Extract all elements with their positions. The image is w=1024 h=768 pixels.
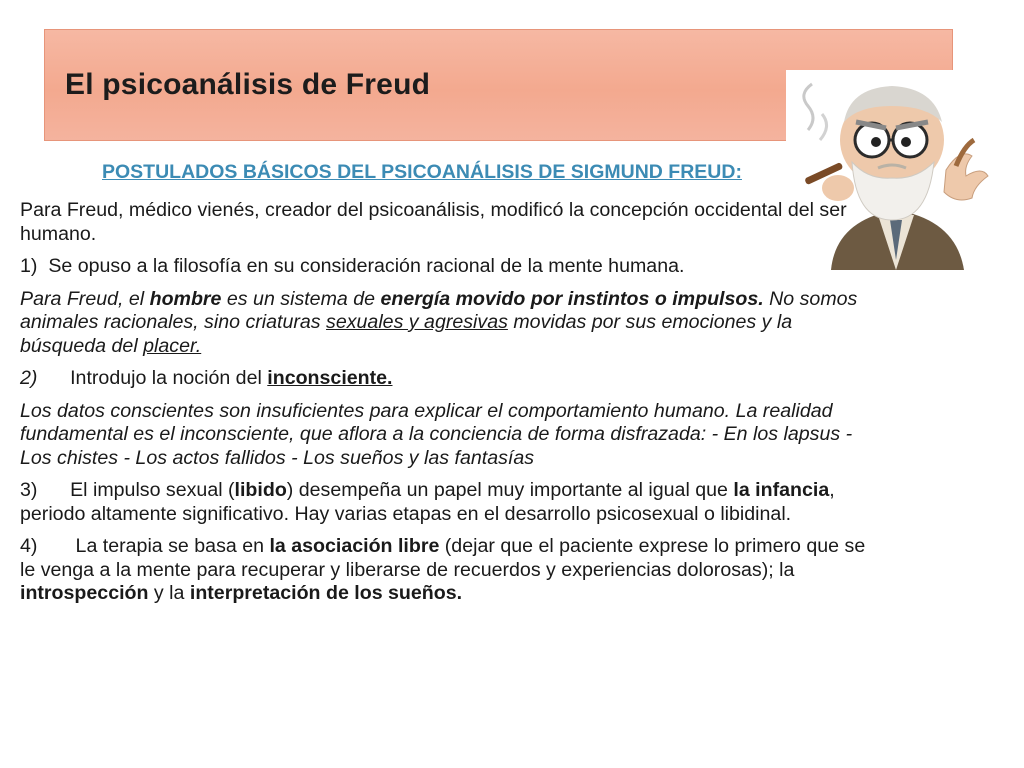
point-1 <box>20 255 870 279</box>
point-4-number: 4) <box>20 535 38 557</box>
point-3-text: El impulso sexual ( <box>70 479 235 501</box>
point-2-detail <box>20 400 870 471</box>
detail-text: movidas por sus emociones y la búsqueda del <box>20 311 793 357</box>
section-heading: POSTULADOS BÁSICOS DEL PSICOANÁLISIS DE SIGMUND FREUD: <box>102 161 742 183</box>
point-4-bold-introspeccion: introspección <box>20 582 149 604</box>
point-4-bold-suenos: interpretación de los sueños. <box>189 582 463 604</box>
point-1-number: 1) <box>20 255 38 277</box>
slide-title: El psicoanálisis de Freud <box>65 68 431 101</box>
point-1-text: Se opuso a la filosofía en su consideración racional de la mente humana. <box>48 255 685 277</box>
point-3-text: ) desempeña un papel muy importante al igual que <box>286 479 734 501</box>
point-4-text: y la <box>148 582 190 604</box>
point-4-bold-asociacion: la asociación libre <box>269 535 440 557</box>
point-4-text: La terapia se basa en <box>75 535 270 557</box>
detail-underline-placer: placer. <box>143 334 202 357</box>
point-2-number: 2) <box>20 367 38 389</box>
point-3-number: 3) <box>20 479 38 501</box>
point-3-bold-infancia: la infancia <box>733 479 830 501</box>
detail-text: No somos animales racionales, sino criaturas <box>20 287 858 333</box>
intro-paragraph: Para Freud, médico vienés, creador del psicoanálisis, modificó la concepción occidental del ser humano. <box>20 199 847 245</box>
point-3 <box>20 479 870 526</box>
slide-body <box>20 199 870 615</box>
detail-bold-hombre: hombre <box>149 287 222 310</box>
point-3-text: , periodo altamente significativo. Hay varias etapas en el desarrollo psicosexual o libidinal. <box>20 479 835 525</box>
point-2 <box>20 367 870 391</box>
detail-text: es un sistema de <box>221 287 381 310</box>
point-4-text: (dejar que el paciente exprese lo primero que se le venga a la mente para recuperar y liberarse de recuerdos y experiencias dolorosas); la <box>20 535 866 581</box>
point-4 <box>20 535 870 606</box>
point-1-detail <box>20 288 870 359</box>
detail-underline-sexuales: sexuales y agresivas <box>326 311 508 333</box>
detail-bold-energia: energía movido por instintos o impulsos. <box>380 287 764 310</box>
detail-text: Para Freud, el <box>20 287 150 310</box>
point-2-detail-text: Los datos conscientes son insuficientes para explicar el comportamiento humano. La realidad fundamental es el inconsciente, que aflora a la conciencia de forma disfrazada: - En los lapsus - Los chistes - Los actos fallidos - Los sueños y las fantasías <box>20 399 853 469</box>
point-2-bold: inconsciente. <box>267 367 393 389</box>
point-2-text: Introdujo la noción del <box>70 367 268 389</box>
point-3-bold-libido: libido <box>234 479 287 501</box>
